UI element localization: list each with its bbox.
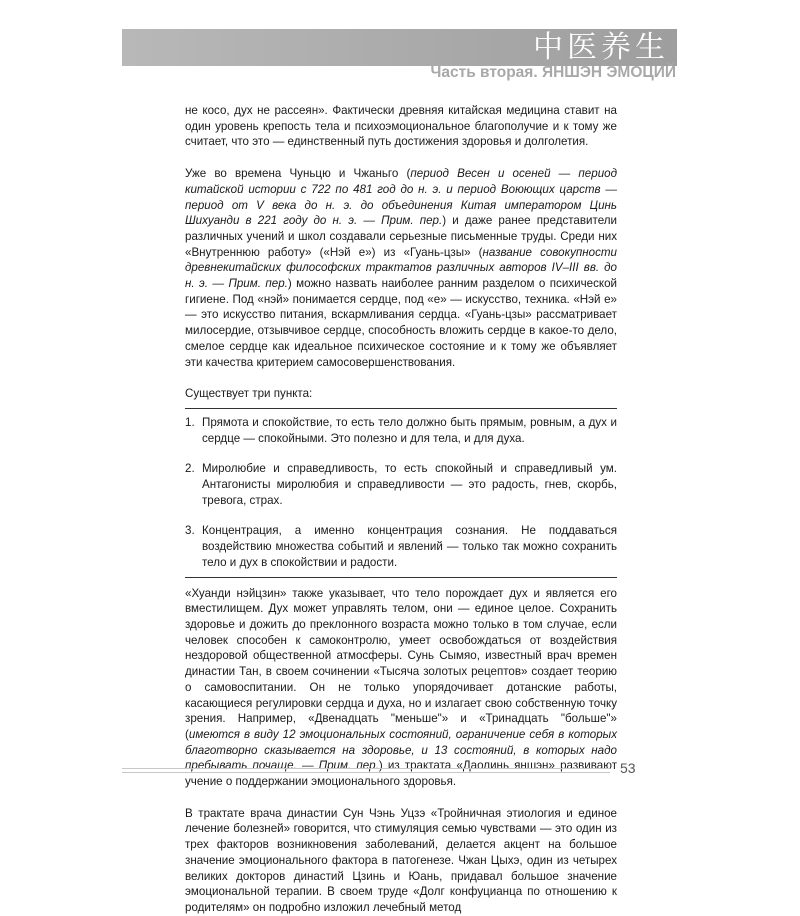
paragraph-3: Существует три пункта: — [185, 387, 313, 401]
list-item-number: 2. — [185, 462, 195, 476]
paragraph-2-note-2: название совокупности древнекитайских философских трактатов различных авторов IV–III вв. до н. э. — Прим. пер. — [185, 245, 617, 291]
chapter-subtitle: Часть вторая. ЯНШЭН ЭМОЦИЙ — [430, 64, 676, 81]
list-item — [185, 415, 617, 446]
list-item-number: 1. — [185, 415, 195, 429]
paragraph-2-part-c: ) и даже ранее представители различных учений и школ создавали серьезные письменные труды. Среди них «Внутреннюю работу» («Нэй е») из «Гуань-цзы» ( — [185, 214, 618, 259]
list-item-text: Миролюбие и справедливость, то есть спокойный и справедливый ум. Антагонисты миролюбия и справедливости — это радость, гнев, скорбь, тревога, страх. — [202, 462, 617, 507]
paragraph-4-part-c: ) из трактата «Даолинь яншэн» развивают учение о поддержании эмоционального здоровья. — [185, 759, 618, 789]
page-number: 53 — [620, 760, 636, 776]
paragraph-2-part-e: ) можно назвать наиболее ранним разделом о психической гигиене. Под «нэй» понимается сердце, под «е» — искусство, техника. «Нэй е» — это искусство питания, вскармливания сердца. «Гуань-цзы» рассматривает милосердие, отзывчивое сердце, способность вложить сердце в какое-то дело, смелое сердце как идеальное психическое состояние и к тому же объявляет эти качества критерием самосовершенствования. — [185, 277, 617, 369]
header-band — [122, 29, 677, 66]
paragraph-1: не косо, дух не рассеян». Фактически древняя китайская медицина ставит на один уровень крепость тела и психоэмоциональное благополучие и к тому же считает, что это — единственный путь достижения здоровья и долголетия. — [185, 104, 617, 149]
paragraph-2-part-a: Уже во времена Чуньцю и Чжаньго ( — [185, 167, 411, 181]
footer-rule — [122, 768, 610, 773]
paragraph-2 — [185, 166, 617, 370]
paragraph-4-note: имеются в виду 12 эмоциональных состояний, ограничение себя в которых благотворно сказывается на здоровье, и 13 состояний, в которых надо пребывать почаще. — Прим. пер. — [185, 727, 617, 773]
list-item-text: Концентрация, а именно концентрация сознания. Не поддаваться воздействию множества событий и явлений — только так можно сохранить тело и дух в спокойствии и радости. — [202, 524, 617, 569]
paragraph-4 — [185, 586, 617, 790]
list-item-number: 3. — [185, 524, 195, 538]
list-item — [185, 523, 617, 570]
header-title: 中医养生 — [533, 30, 669, 65]
list-item-text: Прямота и спокойствие, то есть тело должно быть прямым, ровным, а дух и сердце — спокойными. Это полезно и для тела, и для духа. — [202, 415, 617, 445]
paragraph-4-part-a: «Хуанди нэйцзин» также указывает, что тело порождает дух и является его вместилищем. Дух может управлять телом, они — единое целое. Сохранить здоровье и дожить до преклонного возраста можно только в том случае, если человек способен к самоконтролю, умеет освобождаться от воздействия нездоровой общественной атмосферы. Сунь Сымяо, известный врач времен династии Тан, в своем сочинении «Тысяча золотых рецептов» создает теорию о самовоспитании. Он не только упорядочивает дотанские работы, касающиеся регулировки сердца и духа, но и излагает свою собственную точку зрения. Например, «Двенадцать "меньше"» и «Тринадцать "больше"» ( — [185, 586, 617, 741]
page-content — [185, 103, 617, 916]
paragraph-2-note-1: период Весен и осеней — период китайской истории с 722 по 481 год до н. э. и период Воюющих царств — период от V века до н. э. до объединения Китая императором Цинь Шихуанди в 221 году до н. э. — Прим. пер. — [185, 167, 618, 228]
numbered-list — [185, 408, 617, 578]
list-item — [185, 461, 617, 508]
paragraph-5: В трактате врача династии Сун Чэнь Уцзэ «Тройничная этиология и единое лечение болезней» говорится, что стимуляция семью чувствами — это один из трех факторов возникновения заболеваний, делается акцент на большое значение эмоционального фактора в патогенезе. Чжан Цыхэ, один из четырех великих докторов династий Цзинь и Юань, придавал большое значение эмоциональной терапии. В своем труде «Долг конфуцианца по отношению к родителям» он подробно изложил лечебный метод — [185, 806, 617, 914]
